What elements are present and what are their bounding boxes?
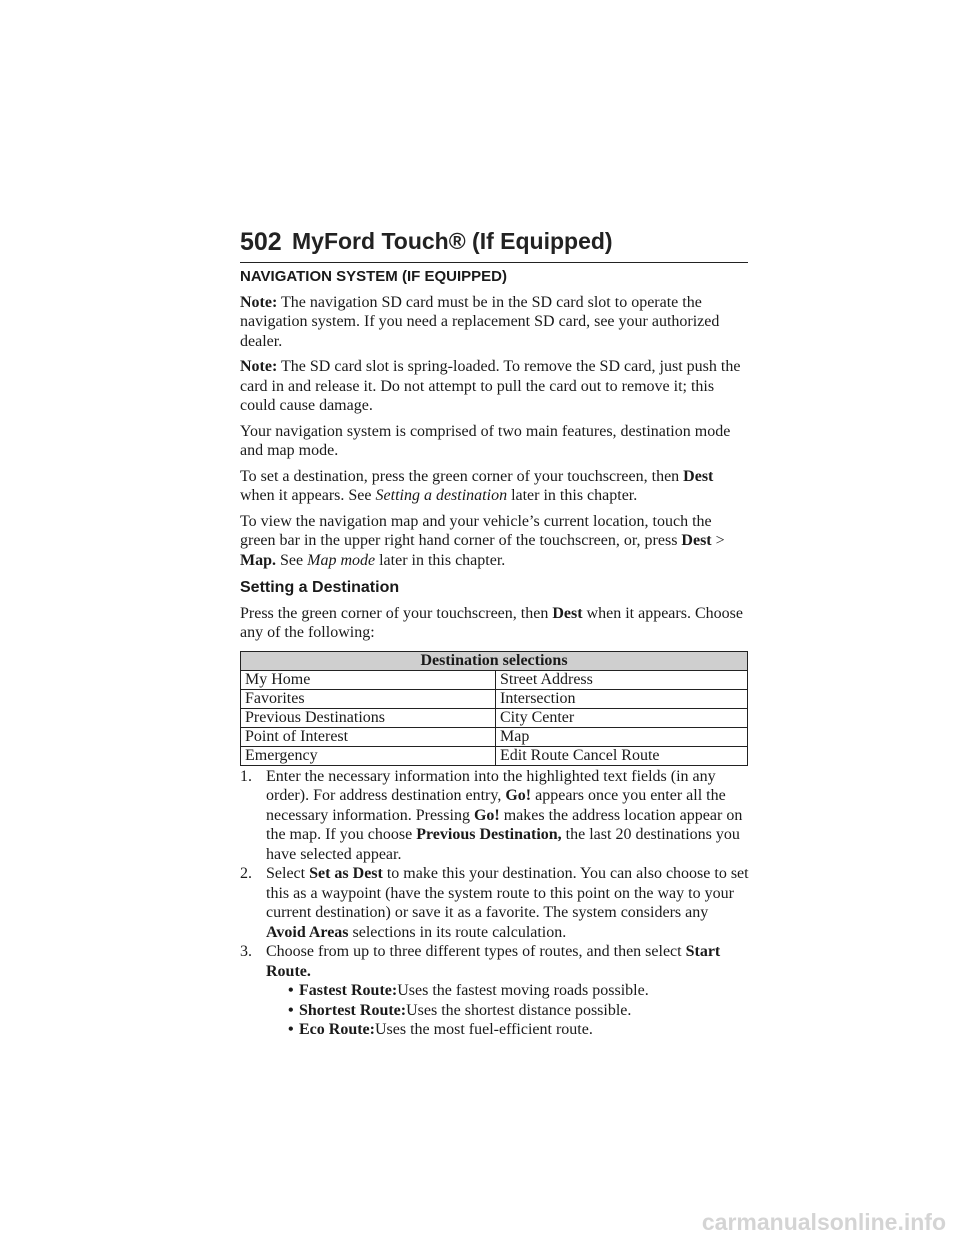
table-row <box>241 689 748 708</box>
watermark: carmanualsonline.info <box>701 1209 946 1235</box>
table-cell: Map <box>496 727 748 746</box>
text-run: To set a destination, press the green corner of your touchscreen, then <box>240 467 684 485</box>
table-row <box>241 727 748 746</box>
table-cell: Previous Destinations <box>241 708 496 727</box>
list-item <box>288 1020 750 1040</box>
table-row <box>241 746 748 765</box>
list-item <box>240 864 750 942</box>
route-types-list <box>266 981 750 1040</box>
text-run: Enter the necessary information into the highlighted text fields (in any order). For address destination entry, <box>266 767 716 804</box>
ui-term: Map. <box>240 551 276 569</box>
text-run: later in this chapter. <box>379 551 506 569</box>
text-run: makes the address location appear on the map. If you choose <box>266 806 743 843</box>
bullet-icon: • <box>288 1001 294 1019</box>
route-text: Uses the shortest distance possible. <box>406 1001 632 1019</box>
steps-list <box>240 767 750 1040</box>
text-run: See <box>276 551 304 569</box>
list-item <box>288 1001 750 1021</box>
cross-reference: Map mode <box>307 551 376 569</box>
text-run: Press the green corner of your touchscreen, then <box>240 604 549 622</box>
bullet-icon: • <box>288 982 294 999</box>
bullet-icon: • <box>288 1021 294 1038</box>
route-text: Uses the most fuel-efficient route. <box>374 1021 593 1038</box>
step-number: 2. <box>240 865 252 882</box>
section-heading: NAVIGATION SYSTEM (IF EQUIPPED) <box>240 268 507 285</box>
body-paragraph: Your navigation system is comprised of two main features, destination mode and map mode. <box>240 422 731 459</box>
table-row <box>241 708 748 727</box>
list-item <box>240 767 750 865</box>
ui-term: Go! <box>473 806 500 824</box>
ui-term: Set as Dest <box>309 865 383 882</box>
table-title: Destination selections <box>241 651 748 670</box>
ui-term: Avoid Areas <box>266 923 349 941</box>
text-run: Select <box>266 865 306 882</box>
table-cell: City Center <box>496 708 748 727</box>
ui-term: Go! <box>505 787 532 804</box>
table-cell: Intersection <box>496 689 748 708</box>
text-run: Choose from up to three different types of routes, and then select <box>266 943 686 960</box>
table-cell: My Home <box>241 670 496 689</box>
step-number: 1. <box>240 767 252 785</box>
ui-term: Dest <box>683 467 714 485</box>
ui-term: Start Route. <box>266 943 721 980</box>
body-paragraph <box>240 467 750 506</box>
table-cell: Street Address <box>496 670 748 689</box>
text-run: > <box>711 532 725 549</box>
page-header <box>240 228 748 263</box>
text-run: selections in its route calculation. <box>352 923 567 941</box>
text-run: To view the navigation map and your vehicle’s current location, touch the green bar in the upper right hand corner of the touchscreen, or, press <box>240 512 712 549</box>
note-text: The navigation SD card must be in the SD card slot to operate the navigation system. If you need a replacement SD card, see your authorized dealer. <box>240 293 720 350</box>
note-paragraph <box>240 357 750 416</box>
step-number: 3. <box>240 943 252 960</box>
ui-term: Previous Destination, <box>416 826 562 843</box>
text-run: to make this your destination. You can also choose to set this as a waypoint (have the system route to this point on the way to your current destination) or save it as a favorite. The system considers any <box>266 865 749 921</box>
table-cell: Emergency <box>241 746 496 765</box>
note-label: Note: <box>240 358 278 375</box>
page-content <box>240 267 750 1040</box>
page-number: 502 <box>240 228 282 256</box>
text-run: later in this chapter. <box>511 487 638 504</box>
route-label: Fastest Route: <box>299 982 398 999</box>
table-cell: Point of Interest <box>241 727 496 746</box>
subsection-heading: Setting a Destination <box>240 579 400 596</box>
ui-term: Dest <box>552 604 583 622</box>
route-text: Uses the fastest moving roads possible. <box>397 982 649 999</box>
note-label: Note: <box>240 293 278 311</box>
destination-selections-table <box>240 651 748 766</box>
text-run: when it appears. Choose any of the following: <box>240 604 743 641</box>
table-cell: Favorites <box>241 689 496 708</box>
list-item <box>288 981 750 1001</box>
ui-term: Dest <box>681 532 712 549</box>
list-item <box>240 942 750 1040</box>
route-label: Shortest Route: <box>299 1001 407 1019</box>
note-text: The SD card slot is spring-loaded. To remove the SD card, just push the card in and release it. Do not attempt to pull the card out to remove it; this could cause damage. <box>240 358 741 414</box>
table-cell: Edit Route Cancel Route <box>496 746 748 765</box>
body-paragraph <box>240 604 750 643</box>
body-paragraph <box>240 512 750 571</box>
note-paragraph <box>240 293 750 352</box>
chapter-title: MyFord Touch® (If Equipped) <box>292 228 613 254</box>
route-label: Eco Route: <box>299 1021 375 1038</box>
text-run: the last 20 destinations you have selected appear. <box>266 826 740 863</box>
text-run: appears once you enter all the necessary information. Pressing <box>266 787 726 824</box>
cross-reference: Setting a destination <box>375 487 508 504</box>
table-row <box>241 670 748 689</box>
text-run: when it appears. See <box>240 487 372 504</box>
